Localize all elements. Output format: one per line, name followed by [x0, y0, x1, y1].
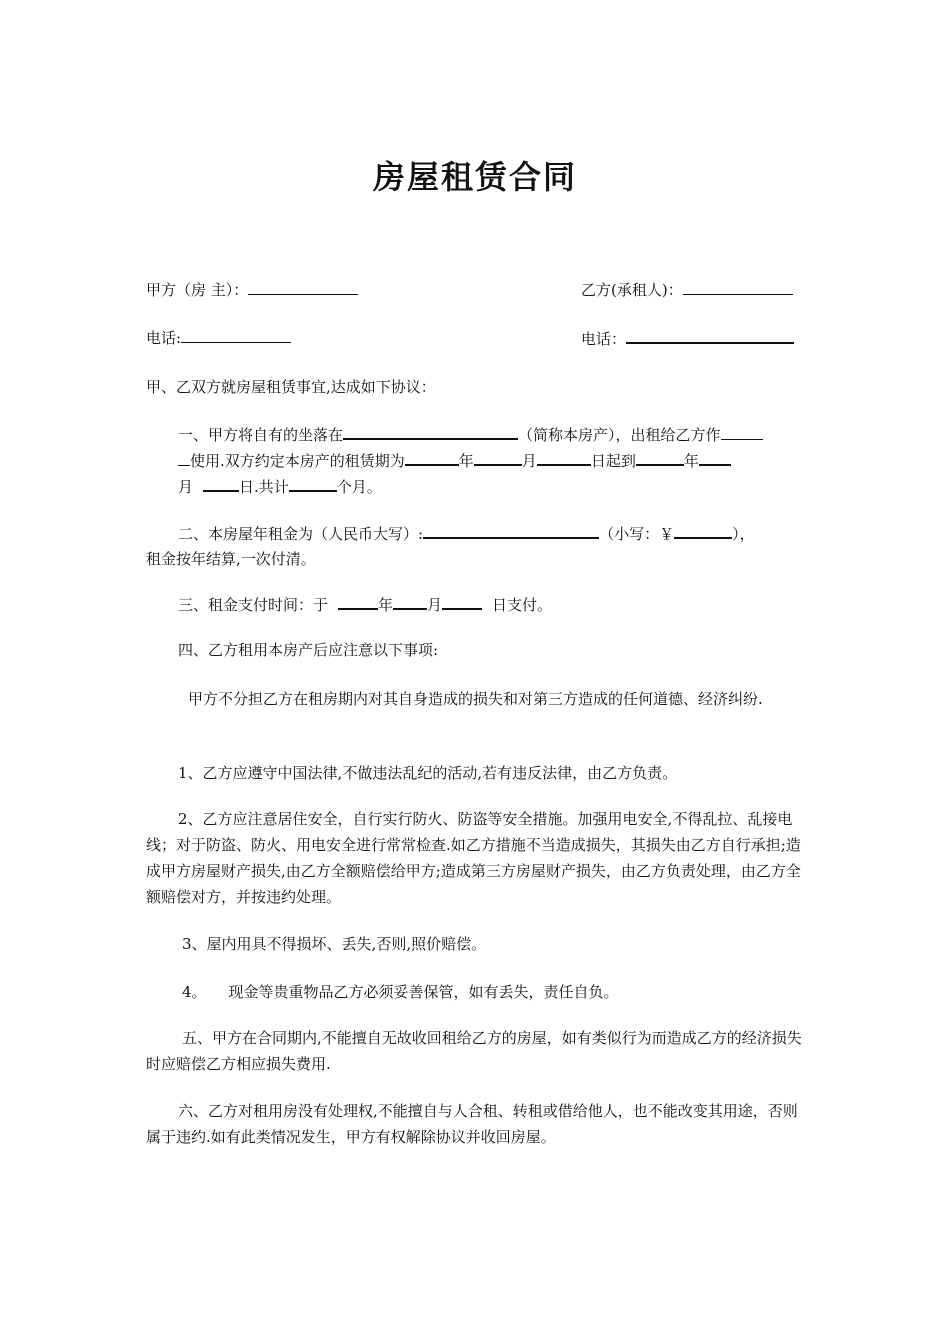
item4-text: 现金等贵重物品乙方必须妥善保管，如有丢失，责任自负。: [228, 983, 619, 1001]
clause1-text-8: 月: [178, 478, 194, 496]
clause1-text-7: 年: [683, 452, 699, 470]
start-day-blank[interactable]: [537, 447, 591, 466]
clause4-note: 甲方不分担乙方在租房期内对其自身造成的损失和对第三方造成的任何道德、经济纠纷.: [188, 690, 763, 708]
clause3-line: [178, 591, 552, 618]
clause1-text-9: 日.共计: [239, 478, 289, 496]
rent-words-blank[interactable]: [423, 520, 599, 539]
clause4-item3: 3、屋内用具不得损坏、丢失,否则,照价赔偿。: [182, 935, 487, 953]
party-a-label: 甲方（房 主）：: [146, 281, 249, 299]
item4-number: 4。: [182, 983, 207, 1001]
usage-blank-2[interactable]: [178, 448, 190, 466]
clause3-text-2: 年: [378, 596, 394, 614]
clause6: 六、乙方对租用房没有处理权,不能擅自与人合租、转租或借给他人，也不能改变其用途，否则属于违约.如有此类情况发生，甲方有权解除协议并收回房屋。: [146, 1102, 798, 1146]
phone-b-label: 电话：: [581, 330, 627, 348]
clause2-text-3: ），: [732, 525, 755, 543]
intro-text: 甲、乙双方就房屋租赁事宜,达成如下协议：: [146, 378, 436, 396]
document-title: 房屋租赁合同: [372, 158, 577, 196]
party-b-blank[interactable]: [683, 277, 793, 295]
usage-blank-1[interactable]: [721, 422, 763, 440]
party-a-line: [146, 277, 358, 303]
clause4-title: 四、乙方租用本房产后应注意以下事项:: [178, 641, 439, 659]
clause1-text-3: 使用.双方约定本房产的租赁期为: [190, 452, 405, 470]
address-blank[interactable]: [343, 421, 518, 440]
end-day-blank[interactable]: [203, 473, 239, 492]
rent-number-blank[interactable]: [674, 520, 732, 539]
pay-year-blank[interactable]: [338, 591, 378, 610]
party-a-blank[interactable]: [248, 277, 358, 295]
phone-b-blank[interactable]: [626, 325, 794, 344]
phone-b-line: [581, 325, 794, 352]
clause1-text-10: 个月。: [336, 478, 382, 496]
clause4-item2: 2、乙方应注意居住安全，自行实行防火、防盗等安全措施。加强用电安全,不得乱拉、乱接电线；对于防盗、防火、用电安全进行常常检查.如乙方措施不当造成损失，其损失由乙方自行承担;造成甲方房屋财产损失,由乙方全额赔偿给甲方;造成第三方房屋财产损失，由乙方负责处理，由乙方全额赔偿对方，并按违约处理。: [146, 810, 801, 906]
party-b-line: [581, 277, 793, 303]
clause2-text-2: （小写：￥: [599, 525, 675, 543]
start-year-blank[interactable]: [405, 447, 459, 466]
end-month-blank[interactable]: [699, 447, 731, 466]
clause1-text-2: （简称本房产），出租给乙方作: [518, 426, 721, 444]
clause2-text-1: 二、本房屋年租金为（人民币大写）:: [178, 525, 424, 543]
clause2-line2: 租金按年结算,一次付清。: [146, 550, 316, 568]
start-month-blank[interactable]: [474, 447, 522, 466]
pay-month-blank[interactable]: [393, 591, 427, 610]
clause1-text-6: 日起到: [590, 452, 636, 470]
clause1-text-5: 月: [521, 452, 537, 470]
clause1-line1: [178, 421, 763, 448]
clause1-line2: [178, 447, 731, 474]
clause4-item1: 1、乙方应遵守中国法律,不做违法乱纪的活动,若有违反法律，由乙方负责。: [178, 764, 678, 782]
months-blank[interactable]: [289, 473, 337, 492]
clause2-line1: [178, 520, 755, 547]
clause3-text-3: 月: [427, 596, 443, 614]
clause1-text-4: 年: [458, 452, 474, 470]
phone-a-blank[interactable]: [181, 325, 291, 343]
clause3-text-4: 日支付。: [492, 596, 553, 614]
pay-day-blank[interactable]: [442, 591, 482, 610]
clause1-line3: [178, 473, 382, 500]
party-b-label: 乙方(承租人)：: [581, 281, 683, 299]
phone-a-line: [146, 325, 291, 351]
clause1-text-1: 一、甲方将自有的坐落在: [178, 426, 344, 444]
clause3-text-1: 三、租金支付时间：于: [178, 596, 329, 614]
clause4-item4: [182, 979, 619, 1005]
phone-a-label: 电话:: [146, 329, 182, 347]
end-year-blank[interactable]: [636, 447, 684, 466]
clause5: 五、甲方在合同期内,不能擅自无故收回租给乙方的房屋，如有类似行为而造成乙方的经济损失时应赔偿乙方相应损失费用.: [146, 1029, 802, 1073]
